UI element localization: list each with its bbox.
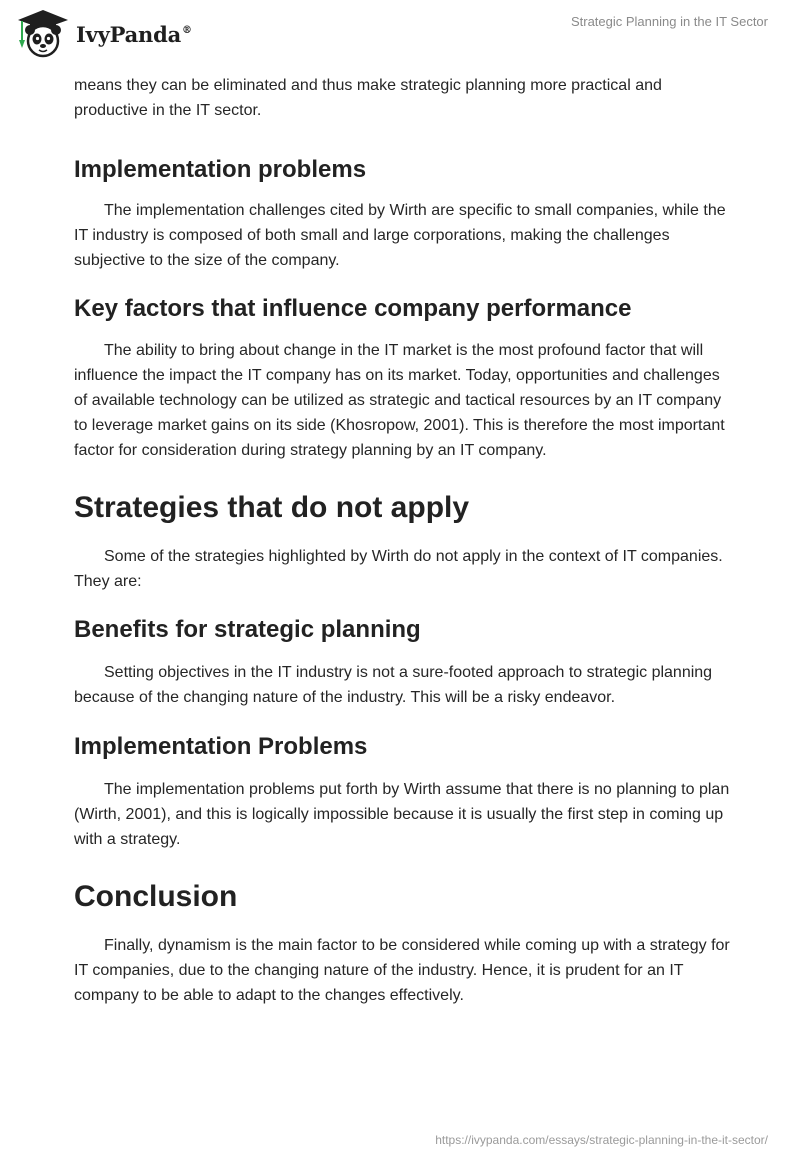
page-header [0,0,800,64]
section-heading: Implementation problems [74,156,367,183]
document-title: Strategic Planning in the IT Sector [570,14,768,29]
section-heading: Key factors that influence company performance [74,295,632,322]
section-paragraph: The implementation problems put forth by Wirth assume that there is no planning to plan (Wirth, 2001), and this is logically impossible because it is usually the first step in coming up with a strategy. [74,781,730,848]
brand-name: IvyPanda® [76,21,192,47]
section-paragraph: Finally, dynamism is the main factor to be considered while coming up with a strategy for IT companies, due to the changing nature of the industry. Hence, it is prudent for an IT company to be able to adapt to the changes effectively. [74,937,730,1004]
section-paragraph: The ability to bring about change in the IT market is the most profound factor that will influence the impact the IT company has on its market. Today, opportunities and challenges of available technology can be utilized as strategic and tactical resources by an IT company to leverage market gains on its side (Khosropow, 2001). This is therefore the most important factor for consideration during strategy planning by an IT company. [74,342,725,459]
essay-body [74,70,734,1008]
section-heading: Benefits for strategic planning [74,616,421,643]
ivypanda-logo[interactable] [14,8,192,58]
panda-graduate-icon [14,8,72,58]
section-paragraph: The implementation challenges cited by Wirth are specific to small companies, while the IT industry is composed of both small and large corporations, making the challenges subjective to the size of the company. [74,202,726,269]
source-url[interactable]: https://ivypanda.com/essays/strategic-planning-in-the-it-sector/ [435,1133,768,1147]
section-heading: Strategies that do not apply [74,491,470,524]
section-heading: Implementation Problems [74,733,368,760]
section-paragraph: Setting objectives in the IT industry is not a sure-footed approach to strategic planning because of the changing nature of the industry. This will be a risky endeavor. [74,664,713,706]
section-paragraph: Some of the strategies highlighted by Wirth do not apply in the context of IT companies. They are: [74,548,723,590]
section-heading: Conclusion [74,880,238,913]
intro-paragraph: means they can be eliminated and thus make strategic planning more practical and productive in the IT sector. [74,77,662,119]
